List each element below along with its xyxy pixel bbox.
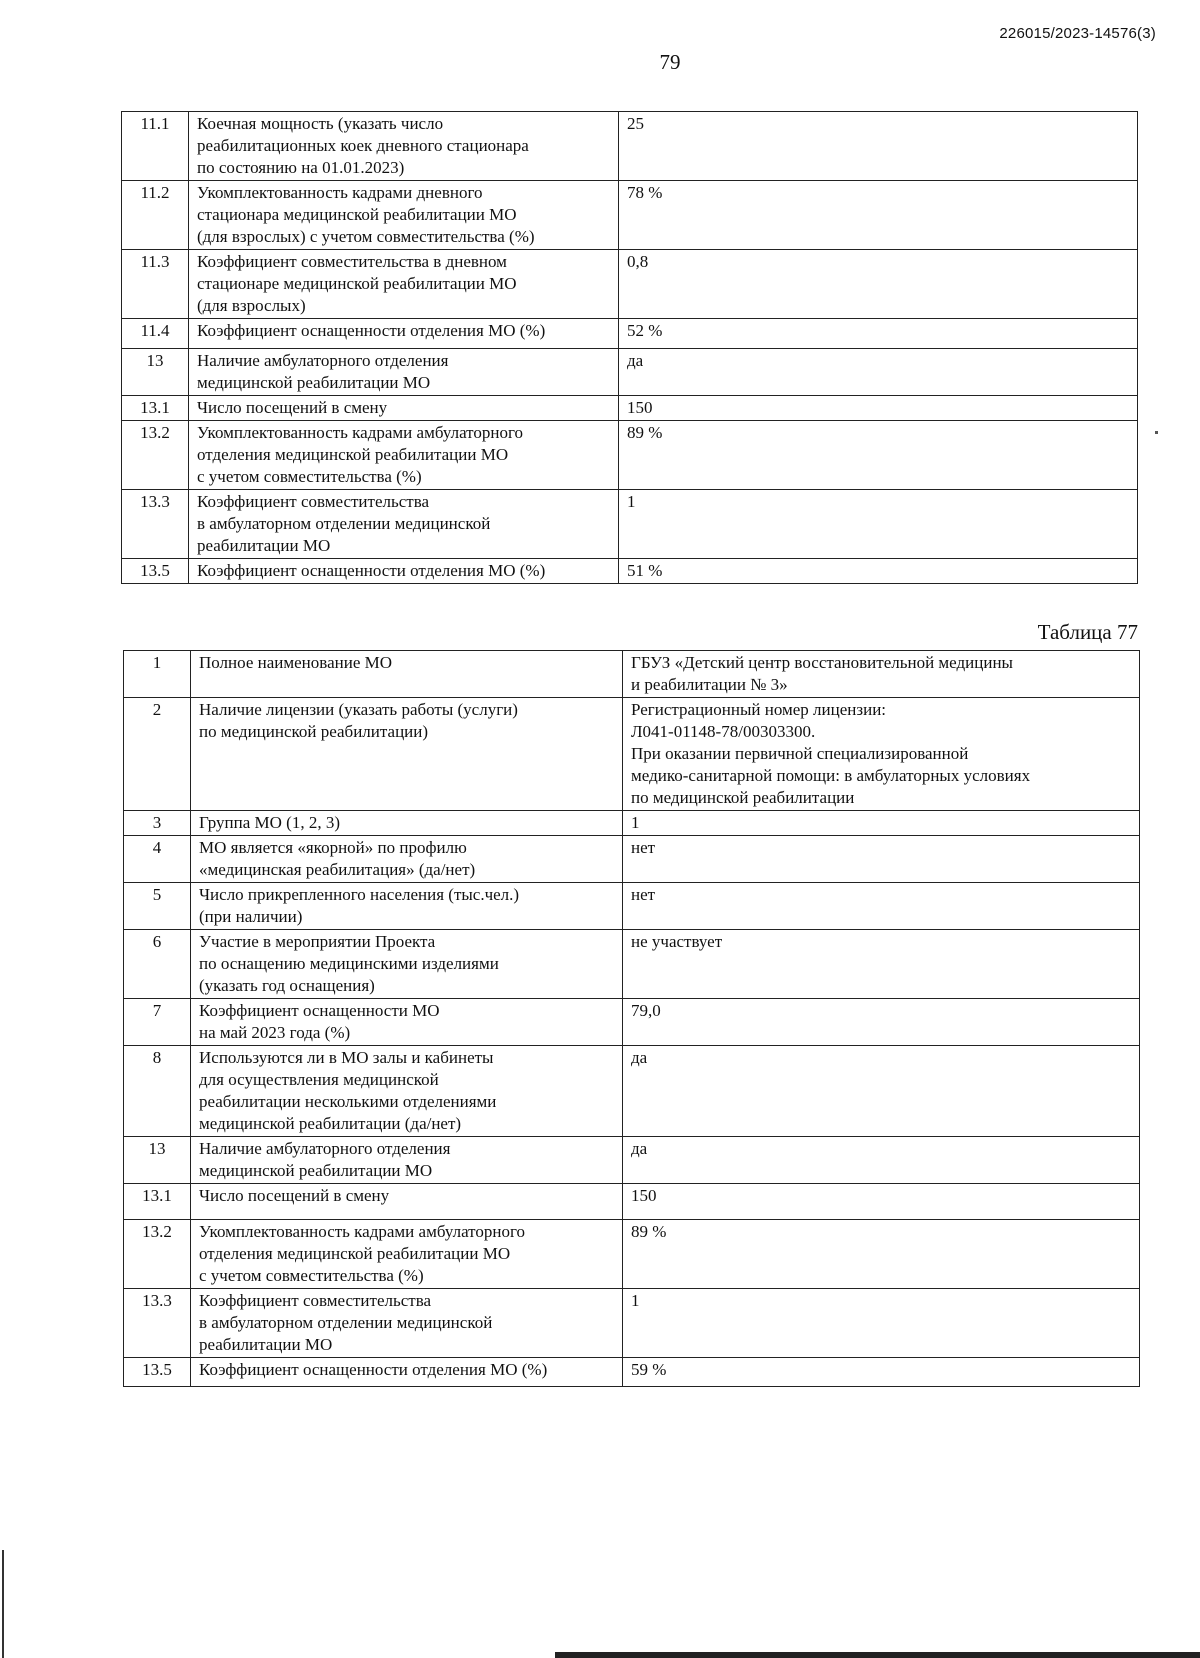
- value-cell: [619, 319, 1138, 349]
- indicator-text-line: на май 2023 года (%): [199, 1023, 351, 1042]
- row-number-cell: [122, 319, 189, 349]
- value-text-line: 89 %: [627, 423, 663, 442]
- indicator-cell: [191, 999, 623, 1046]
- row-number-cell: [124, 1137, 191, 1184]
- indicator-text-line: Наличие амбулаторного отделения: [197, 351, 449, 370]
- value-text-line: да: [627, 351, 644, 370]
- value-text-line: по медицинской реабилитации: [631, 788, 855, 807]
- value-cell: [619, 396, 1138, 421]
- indicator-text-line: Коэффициент совместительства: [197, 492, 430, 511]
- row-number-cell: [124, 651, 191, 698]
- indicator-text-line: Коэффициент совместительства: [199, 1291, 432, 1310]
- table-row: [124, 930, 1140, 999]
- indicator-text-line: Укомплектованность кадрами амбулаторного: [199, 1222, 526, 1241]
- value-text-line: 1: [631, 1291, 640, 1310]
- indicator-cell: [189, 250, 619, 319]
- row-number: 11.3: [140, 252, 170, 271]
- indicator-text-line: Полное наименование МО: [199, 653, 393, 672]
- indicator-cell: [191, 1220, 623, 1289]
- value-text-line: да: [631, 1139, 648, 1158]
- scan-bottom-edge: [555, 1652, 1200, 1658]
- value-cell: [623, 883, 1140, 930]
- indicator-cell: [189, 181, 619, 250]
- value-text-line: и реабилитации № 3»: [631, 675, 788, 694]
- row-number: 13: [146, 351, 164, 370]
- value-text-line: ГБУЗ «Детский центр восстановительной медицины: [631, 653, 1013, 672]
- table-row: [124, 811, 1140, 836]
- value-cell: [623, 1220, 1140, 1289]
- indicator-text-line: в амбулаторном отделении медицинской: [199, 1313, 493, 1332]
- value-cell: [619, 490, 1138, 559]
- value-text-line: 0,8: [627, 252, 649, 271]
- row-number: 4: [152, 838, 162, 857]
- indicator-text-line: медицинской реабилитации (да/нет): [199, 1114, 462, 1133]
- indicator-text-line: отделения медицинской реабилитации МО: [197, 445, 509, 464]
- indicator-cell: [189, 559, 619, 584]
- indicator-text-line: «медицинская реабилитация» (да/нет): [199, 860, 476, 879]
- row-number: 13.1: [140, 398, 170, 417]
- value-cell: [619, 250, 1138, 319]
- value-cell: [619, 421, 1138, 490]
- indicator-cell: [191, 1184, 623, 1220]
- row-number-cell: [124, 1358, 191, 1387]
- value-cell: [619, 559, 1138, 584]
- indicator-cell: [191, 1358, 623, 1387]
- indicator-text-line: Укомплектованность кадрами амбулаторного: [197, 423, 524, 442]
- value-text-line: 1: [631, 813, 640, 832]
- table-row: [124, 651, 1140, 698]
- indicator-text-line: Коэффициент оснащенности отделения МО (%): [197, 561, 546, 580]
- indicator-text-line: Число посещений в смену: [199, 1186, 390, 1205]
- indicator-cell: [191, 1137, 623, 1184]
- value-text-line: да: [631, 1048, 648, 1067]
- value-cell: [619, 181, 1138, 250]
- indicator-text-line: (указать год оснащения): [199, 976, 375, 995]
- indicator-cell: [191, 883, 623, 930]
- indicator-text-line: реабилитации МО: [199, 1335, 333, 1354]
- row-number-cell: [122, 349, 189, 396]
- indicator-text-line: по состоянию на 01.01.2023): [197, 158, 405, 177]
- table-row: [124, 883, 1140, 930]
- value-cell: [623, 811, 1140, 836]
- row-number-cell: [124, 999, 191, 1046]
- row-number: 13.3: [142, 1291, 172, 1310]
- indicator-text-line: по медицинской реабилитации): [199, 722, 429, 741]
- row-number: 11.2: [140, 183, 170, 202]
- row-number: 8: [152, 1048, 162, 1067]
- indicator-text-line: Коэффициент совместительства в дневном: [197, 252, 507, 271]
- table-row: [122, 559, 1138, 584]
- document-id: 226015/2023-14576(3): [999, 25, 1156, 42]
- row-number: 1: [152, 653, 162, 672]
- value-text-line: 78 %: [627, 183, 663, 202]
- table-row: [124, 1184, 1140, 1220]
- row-number: 13.3: [140, 492, 170, 511]
- row-number: 6: [152, 932, 162, 951]
- indicator-text-line: Коэффициент оснащенности отделения МО (%): [199, 1360, 548, 1379]
- value-cell: [623, 651, 1140, 698]
- indicator-text-line: реабилитационных коек дневного стационара: [197, 136, 529, 155]
- data-table-continued: [121, 111, 1138, 584]
- value-text-line: нет: [631, 838, 656, 857]
- indicator-cell: [189, 396, 619, 421]
- table-row: [122, 319, 1138, 349]
- row-number: 13: [148, 1139, 166, 1158]
- indicator-text-line: (для взрослых): [197, 296, 306, 315]
- indicator-text-line: с учетом совместительства (%): [199, 1266, 424, 1285]
- page-number: 79: [659, 50, 681, 74]
- indicator-cell: [191, 930, 623, 999]
- value-text-line: 59 %: [631, 1360, 667, 1379]
- value-cell: [623, 698, 1140, 811]
- value-text-line: 150: [627, 398, 653, 417]
- indicator-text-line: Наличие лицензии (указать работы (услуги): [199, 700, 518, 719]
- value-cell: [623, 930, 1140, 999]
- row-number: 13.1: [142, 1186, 172, 1205]
- indicator-text-line: МО является «якорной» по профилю: [199, 838, 467, 857]
- value-text-line: Л041-01148-78/00303300.: [631, 722, 816, 741]
- indicator-text-line: в амбулаторном отделении медицинской: [197, 514, 491, 533]
- indicator-text-line: Используются ли в МО залы и кабинеты: [199, 1048, 494, 1067]
- row-number-cell: [122, 396, 189, 421]
- row-number-cell: [124, 1220, 191, 1289]
- value-cell: [623, 999, 1140, 1046]
- indicator-text-line: (при наличии): [199, 907, 303, 926]
- indicator-text-line: Укомплектованность кадрами дневного: [197, 183, 483, 202]
- indicator-text-line: по оснащению медицинскими изделиями: [199, 954, 499, 973]
- scan-speck: [1155, 431, 1158, 434]
- value-text-line: Регистрационный номер лицензии:: [631, 700, 887, 719]
- table-row: [124, 698, 1140, 811]
- value-text-line: 79,0: [631, 1001, 661, 1020]
- table-row: [122, 112, 1138, 181]
- indicator-cell: [191, 698, 623, 811]
- value-cell: [623, 1289, 1140, 1358]
- row-number: 13.5: [142, 1360, 172, 1379]
- value-cell: [623, 1137, 1140, 1184]
- row-number-cell: [124, 930, 191, 999]
- table-row: [124, 999, 1140, 1046]
- table-caption: Таблица 77: [1037, 620, 1138, 644]
- value-cell: [623, 1046, 1140, 1137]
- row-number: 11.4: [140, 321, 170, 340]
- row-number: 5: [152, 885, 162, 904]
- indicator-cell: [189, 490, 619, 559]
- value-text-line: 52 %: [627, 321, 663, 340]
- indicator-text-line: стационара медицинской реабилитации МО: [197, 205, 517, 224]
- row-number-cell: [122, 112, 189, 181]
- row-number-cell: [122, 250, 189, 319]
- value-cell: [623, 836, 1140, 883]
- table-row: [124, 1289, 1140, 1358]
- row-number-cell: [122, 421, 189, 490]
- row-number-cell: [124, 1184, 191, 1220]
- indicator-text-line: реабилитации несколькими отделениями: [199, 1092, 497, 1111]
- table-row: [122, 349, 1138, 396]
- value-cell: [619, 349, 1138, 396]
- table-row: [124, 836, 1140, 883]
- indicator-cell: [191, 1289, 623, 1358]
- value-text-line: 1: [627, 492, 636, 511]
- value-cell: [619, 112, 1138, 181]
- indicator-text-line: (для взрослых) с учетом совместительства (%): [197, 227, 535, 246]
- data-table-77: [123, 650, 1140, 1387]
- indicator-text-line: Коэффициент оснащенности МО: [199, 1001, 440, 1020]
- table-row: [122, 181, 1138, 250]
- table-row: [124, 1220, 1140, 1289]
- row-number-cell: [124, 811, 191, 836]
- indicator-text-line: Число прикрепленного населения (тыс.чел.): [199, 885, 520, 904]
- indicator-cell: [189, 421, 619, 490]
- indicator-text-line: Участие в мероприятии Проекта: [199, 932, 436, 951]
- indicator-text-line: Группа МО (1, 2, 3): [199, 813, 340, 832]
- indicator-text-line: Коэффициент оснащенности отделения МО (%): [197, 321, 546, 340]
- row-number-cell: [122, 490, 189, 559]
- indicator-cell: [189, 349, 619, 396]
- indicator-cell: [191, 651, 623, 698]
- indicator-text-line: отделения медицинской реабилитации МО: [199, 1244, 511, 1263]
- table-row: [122, 490, 1138, 559]
- indicator-text-line: реабилитации МО: [197, 536, 331, 555]
- table-row: [124, 1046, 1140, 1137]
- table-row: [122, 421, 1138, 490]
- table-row: [122, 250, 1138, 319]
- scan-edge-mark: [2, 1550, 4, 1658]
- row-number: 2: [152, 700, 162, 719]
- row-number-cell: [124, 836, 191, 883]
- indicator-text-line: стационаре медицинской реабилитации МО: [197, 274, 517, 293]
- value-text-line: медико-санитарной помощи: в амбулаторных условиях: [631, 766, 1031, 785]
- value-text-line: 89 %: [631, 1222, 667, 1241]
- row-number-cell: [122, 559, 189, 584]
- value-text-line: При оказании первичной специализированной: [631, 744, 969, 763]
- row-number-cell: [122, 181, 189, 250]
- row-number-cell: [124, 1046, 191, 1137]
- row-number: 13.5: [140, 561, 170, 580]
- indicator-text-line: для осуществления медицинской: [199, 1070, 439, 1089]
- value-text-line: не участвует: [631, 932, 723, 951]
- value-text-line: 25: [627, 114, 644, 133]
- value-cell: [623, 1358, 1140, 1387]
- row-number: 7: [152, 1001, 162, 1020]
- row-number: 3: [152, 813, 162, 832]
- row-number-cell: [124, 883, 191, 930]
- table-row: [124, 1358, 1140, 1387]
- indicator-cell: [189, 112, 619, 181]
- indicator-cell: [191, 836, 623, 883]
- value-text-line: 51 %: [627, 561, 663, 580]
- indicator-cell: [191, 1046, 623, 1137]
- value-cell: [623, 1184, 1140, 1220]
- indicator-text-line: медицинской реабилитации МО: [197, 373, 431, 392]
- indicator-cell: [189, 319, 619, 349]
- table-row: [124, 1137, 1140, 1184]
- indicator-text-line: Число посещений в смену: [197, 398, 388, 417]
- row-number: 11.1: [140, 114, 170, 133]
- value-text-line: 150: [631, 1186, 657, 1205]
- row-number: 13.2: [140, 423, 170, 442]
- row-number-cell: [124, 698, 191, 811]
- row-number-cell: [124, 1289, 191, 1358]
- indicator-text-line: Наличие амбулаторного отделения: [199, 1139, 451, 1158]
- indicator-text-line: медицинской реабилитации МО: [199, 1161, 433, 1180]
- row-number: 13.2: [142, 1222, 172, 1241]
- table-row: [122, 396, 1138, 421]
- indicator-text-line: Коечная мощность (указать число: [197, 114, 444, 133]
- indicator-text-line: с учетом совместительства (%): [197, 467, 422, 486]
- value-text-line: нет: [631, 885, 656, 904]
- indicator-cell: [191, 811, 623, 836]
